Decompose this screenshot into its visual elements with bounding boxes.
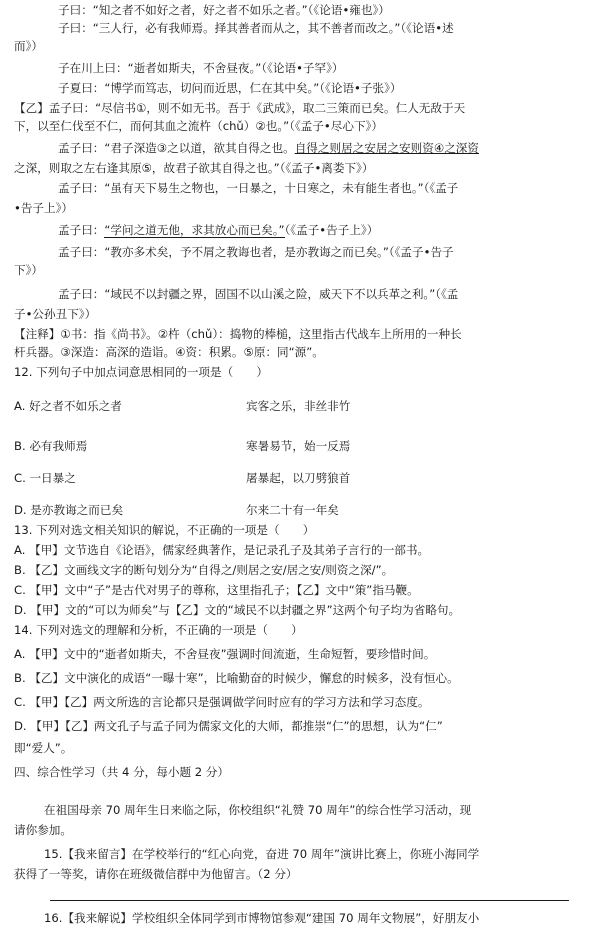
text-line: 子曰：“三人行，必有我师焉。择其善者而从之，其不善者而改之。”（《论语•述	[58, 21, 454, 35]
option-compare: 屠暴起，以刀劈狼首	[246, 471, 351, 485]
text-plain: 孟子曰：“君子深造③之以道，欲其自得之也。	[58, 141, 295, 155]
question-12: 12. 下列句子中加点词意思相同的一项是（ ）	[14, 365, 268, 379]
option-a: A. 【甲】文节选自《论语》，儒家经典著作，是记录孔子及其弟子言行的一部书。	[14, 543, 430, 557]
option-a: A. 【甲】文中的“逝者如斯夫，不舍昼夜”强调时间流逝，生命短暂，要珍惜时间。	[14, 647, 436, 661]
question-14: 14. 下列对选文的理解和分析，不正确的一项是（ ）	[14, 623, 303, 637]
option-a	[14, 398, 593, 414]
text-line: •告子上》）	[14, 201, 74, 215]
text-line: 下，以至仁伐至不仁，而何其血之流杵（chǔ）②也。”（《孟子•尽心下》）	[14, 119, 383, 133]
section-heading: 四、综合性学习（共 4 分，每小题 2 分）	[14, 765, 229, 779]
text-line: 而》）	[14, 39, 43, 53]
text-line: 获得了一等奖，请你在班级微信群中为他留言。（2 分）	[14, 867, 298, 881]
text-line: 孟子曰：“虽有天下易生之物也，一日暴之，十日寒之，未有能生者也。”（《孟子	[58, 181, 459, 195]
option-text: B. 必有我师焉	[14, 439, 88, 453]
option-b: B. 【乙】文画线文字的断句划分为“自得之/则居之安/居之安/则资之深/”。	[14, 563, 394, 577]
text-plain: （《孟子•告子上》）	[284, 223, 379, 237]
text-line: 之深，则取之左右逢其原⑤，故君子欲其自得之也。”（《孟子•离娄下》）	[14, 161, 374, 175]
text-line: 【乙】孟子曰：“尽信书①，则不如无书。吾于《武成》，取二三策而已矣。仁人无敌于天	[14, 101, 466, 115]
option-d	[14, 502, 593, 518]
underlined-text: “学问之道无他，求其放心而已矣。”	[104, 223, 285, 237]
text-line: 下》）	[14, 263, 43, 277]
text-line: 子曰：“知之者不如好之者，好之者不如乐之者。”（《论语•雍也》）	[58, 3, 390, 17]
option-compare: 寒暑易节，始一反焉	[246, 439, 351, 453]
question-13: 13. 下列对选文相关知识的解说，不正确的一项是（ ）	[14, 523, 315, 537]
text-line: 【注释】①书：指《尚书》。②杵（chǔ）：捣物的棒槌，这里指古代战车上所用的一种长	[14, 327, 462, 341]
text-plain: 孟子曰：	[58, 223, 105, 237]
text-line: 子夏曰：“博学而笃志，切问而近思，仁在其中矣。”（《论语•子张》）	[58, 81, 402, 95]
option-b: B. 【乙】文中演化的成语“一曝十寒”，比喻勤奋的时候少，懈怠的时候多，没有恒心。	[14, 671, 459, 685]
option-b	[14, 438, 593, 454]
text-line: 在祖国母亲 70 周年生日来临之际，你校组织“礼赞 70 周年”的综合性学习活动，现	[44, 803, 472, 817]
option-compare: 宾客之乐，非丝非竹	[246, 399, 351, 413]
text-line: 杆兵器。③深造：高深的造诣。④资：积累。⑤原：同“源”。	[14, 345, 324, 359]
text-line: 孟子曰：“教亦多术矣，予不屑之教诲也者，是亦教诲之而已矣。”（《孟子•告子	[58, 245, 454, 259]
option-text: A. 好之者不如乐之者	[14, 399, 122, 413]
option-c: C. 【甲】【乙】两文所选的言论都只是强调做学问时应有的学习方法和学习态度。	[14, 695, 430, 709]
option-text: D. 是亦教诲之而已矣	[14, 503, 124, 517]
option-c: C. 【甲】文中“子”是古代对男子的尊称，这里指孔子；【乙】文中“策”指马鞭。	[14, 583, 419, 597]
text-line: 即“爱人”。	[14, 741, 73, 755]
text-line	[58, 140, 593, 156]
option-c	[14, 470, 593, 486]
option-compare: 尔来二十有一年矣	[246, 503, 339, 517]
option-d: D. 【甲】【乙】两文孔子与孟子同为儒家文化的大师，都推崇“仁”的思想，认为“仁”	[14, 719, 443, 733]
text-line: 请你参加。	[14, 823, 72, 837]
text-line	[58, 222, 593, 238]
divider	[50, 900, 569, 901]
text-line: 孟子曰：“域民不以封疆之界，固国不以山溪之险，威天下不以兵革之利。”（《孟	[58, 287, 459, 301]
option-text: C. 一日暴之	[14, 471, 76, 485]
text-line: 子•公孙丑下》）	[14, 307, 97, 321]
question-16: 16.【我来解说】学校组织全体同学到市博物馆参观“建国 70 周年文物展”，好朋友小	[44, 911, 480, 925]
option-d: D. 【甲】文的“可以为师矣”与【乙】文的“域民不以封疆之界”这两个句子均为省略句。	[14, 603, 461, 617]
underlined-text: 自得之则居之安居之安则资④之深资	[294, 141, 479, 155]
question-15: 15.【我来留言】在学校举行的“红心向党，奋进 70 周年”演讲比赛上，你班小海同学	[44, 847, 480, 861]
text-line: 子在川上曰：“逝者如斯夫，不舍昼夜。”（《论语•子罕》）	[58, 61, 344, 75]
